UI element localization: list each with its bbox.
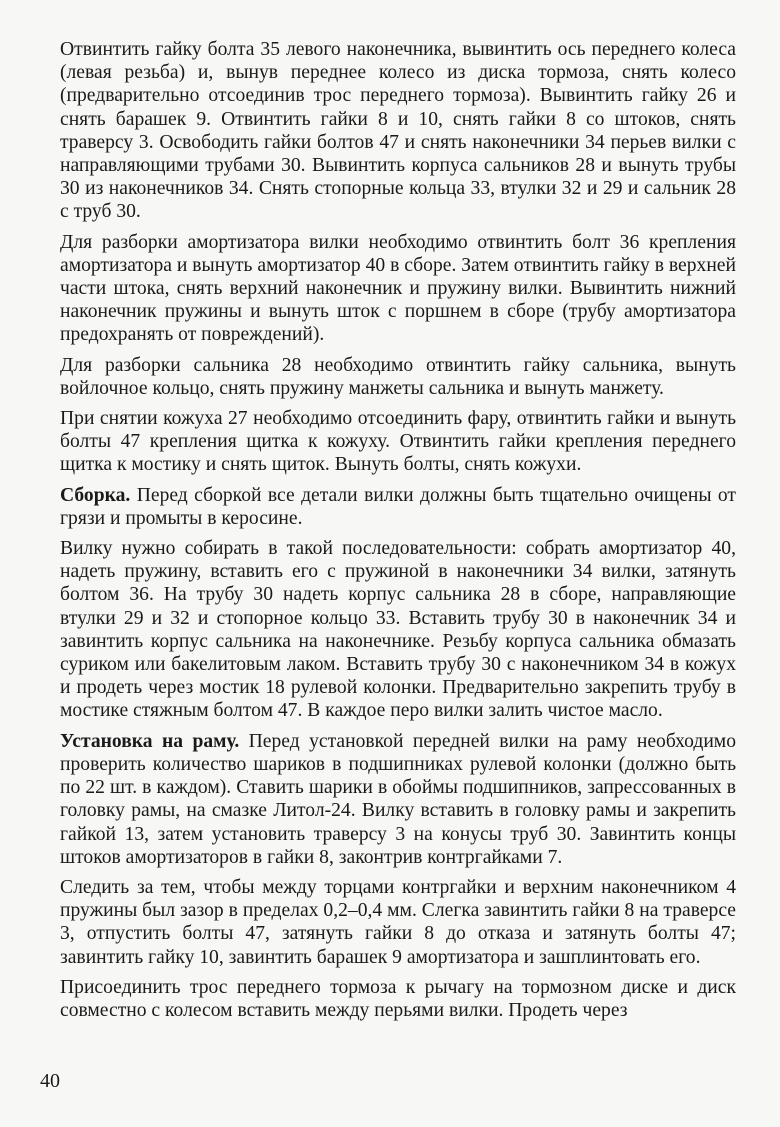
- paragraph-1: [60, 38, 736, 224]
- paragraph-9: [60, 976, 736, 1022]
- page-number: 40: [40, 1070, 60, 1092]
- paragraph-1-text: Отвинтить гайку болта 35 левого наконечника, вывинтить ось переднего колеса (левая резьба) и, вынув переднее колесо из диска тормоза, снять колесо (предварительно отсоединив трос переднего тормоза). Вывинтить гайку 26 и снять барашек 9. Отвинтить гайки 8 и 10, снять гайки 8 со штоков, снять траверсу 3. Освободить гайки болтов 47 и снять наконечники 34 перьев вилки с направляющими трубами 30. Вывинтить корпуса сальников 28 и вынуть трубы 30 из наконечников 34. Снять стопорные кольца 33, втулки 32 и 29 и сальник 28 с труб 30.: [60, 39, 736, 223]
- paragraph-2-text: Для разборки амортизатора вилки необходимо отвинтить болт 36 крепления амортизатора и вынуть амортизатор 40 в сборе. Затем отвинтить гайку в верхней части штока, снять верхний наконечник и пружину вилки. Вывинтить нижний наконечник пружины и вынуть шток с поршнем в сборе (трубу амортизатора предохранять от повреждений).: [60, 231, 736, 346]
- paragraph-9-text: Присоединить трос переднего тормоза к рычагу на тормозном диске и диск совместно с колесом вставить между перьями вилки. Продеть через: [60, 976, 736, 1021]
- paragraph-7-installation: [60, 730, 736, 869]
- document-body: [60, 38, 736, 1029]
- paragraph-4: [60, 407, 736, 477]
- paragraph-2: [60, 231, 736, 347]
- paragraph-6-text: Вилку нужно собирать в такой последовательности: собрать амортизатор 40, надеть пружину, вставить его с пружиной в наконечники 34 вилки, затянуть болтом 36. На трубу 30 надеть корпус сальника 28 в сборе, направляющие втулки 29 и 32 и стопорное кольцо 33. Вставить трубу 30 в наконечник 34 и завинтить корпус сальника на наконечнике. Резьбу корпуса сальника обмазать суриком или бакелитовым лаком. Вставить трубу 30 с наконечником 34 в кожух и продеть через мостик 18 рулевой колонки. Предварительно закрепить трубу в мостике стяжным болтом 47. В каждое перо вилки залить чистое масло.: [60, 538, 736, 722]
- paragraph-4-text: При снятии кожуха 27 необходимо отсоединить фару, отвинтить гайки и вынуть болты 47 крепления щитка к кожуху. Отвинтить гайки крепления переднего щитка к мостику и снять щиток. Вынуть болты, снять кожухи.: [60, 408, 736, 476]
- paragraph-8: [60, 876, 736, 969]
- paragraph-5-assembly: [60, 484, 736, 530]
- paragraph-6: [60, 537, 736, 723]
- section-heading-installation: Установка на раму.: [60, 730, 240, 752]
- paragraph-7-text: Перед установкой передней вилки на раму необходимо проверить количество шариков в подшипниках рулевой колонки (должно быть по 22 шт. в каждом). Ставить шарики в обоймы подшипников, запрессованных в головку рамы, на смазке Литол-24. Вилку вставить в головку рамы и закрепить гайкой 13, затем установить траверсу 3 на конусы труб 30. Завинтить концы штоков амортизаторов в гайки 8, законтрив контргайками 7.: [60, 730, 737, 868]
- paragraph-3-text: Для разборки сальника 28 необходимо отвинтить гайку сальника, вынуть войлочное кольцо, снять пружину манжеты сальника и вынуть манжету.: [60, 354, 736, 399]
- paragraph-5-text: Перед сборкой все детали вилки должны быть тщательно очищены от грязи и промыты в керосине.: [60, 484, 736, 529]
- section-heading-assembly: Сборка.: [60, 484, 131, 506]
- paragraph-8-text: Следить за тем, чтобы между торцами контргайки и верхним наконечником 4 пружины был зазор в пределах 0,2–0,4 мм. Слегка завинтить гайки 8 на траверсе 3, отпустить болты 47, затянуть гайки 8 до отказа и затянуть болты 47; завинтить гайку 10, завинтить барашек 9 амортизатора и зашплинтовать его.: [60, 876, 736, 968]
- paragraph-3: [60, 354, 736, 400]
